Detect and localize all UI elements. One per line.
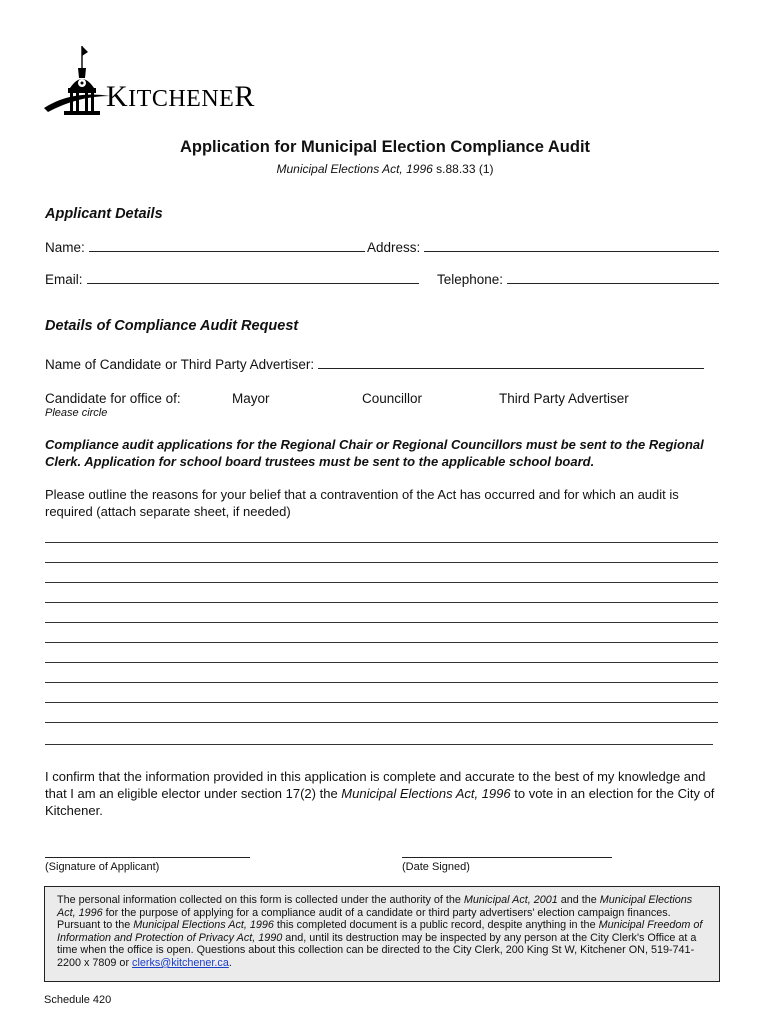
privacy-text: and the — [557, 894, 600, 906]
regional-clerk-note: Compliance audit applications for the Regional Chair or Regional Councillors must be sent to the Regional Clerk. Application for school board trustees must be sent to the applicable school board. — [45, 437, 704, 469]
clerks-email-link[interactable]: clerks@kitchener.ca — [132, 956, 229, 969]
privacy-notice-box — [44, 886, 720, 982]
reason-line[interactable] — [45, 602, 718, 603]
logo-final: R — [234, 80, 255, 113]
reason-line[interactable] — [45, 702, 718, 703]
reason-line[interactable] — [45, 622, 718, 623]
name-field[interactable] — [89, 251, 365, 252]
reason-line[interactable] — [45, 542, 718, 543]
candidate-name-label: Name of Candidate or Third Party Advertiser: — [45, 357, 315, 372]
privacy-text: . — [228, 956, 232, 969]
privacy-act-ref: Municipal Elections Act, 1996 — [133, 919, 274, 932]
reason-line[interactable] — [45, 662, 718, 663]
name-label: Name: — [45, 240, 85, 255]
address-label: Address: — [367, 240, 421, 255]
confirmation-statement — [45, 768, 725, 819]
page-title: Application for Municipal Election Compliance Audit — [179, 138, 591, 156]
candidate-name-field[interactable] — [318, 368, 704, 369]
privacy-text: this completed document is a public record, despite anything in the — [273, 919, 599, 932]
address-field[interactable] — [424, 251, 719, 252]
date-signed-label: (Date Signed) — [402, 861, 470, 873]
signature-label: (Signature of Applicant) — [45, 861, 160, 873]
subtitle-section: s.88.33 (1) — [432, 162, 494, 176]
privacy-act-ref: Municipal Freedom of Information and Protection of Privacy Act, 1990 — [57, 919, 703, 944]
privacy-text: The personal information collected on this form is collected under the authority of the — [57, 894, 464, 906]
name-field-row — [45, 240, 365, 255]
privacy-text: and, until its destruction may be inspected by any person at the City Clerk's Office at a time when the office is open. Questions about this collection can be directed to the City Clerk, 200 King St W, Kitchener ON, 519-741-2200 x 7809 or — [57, 931, 697, 969]
please-circle-note: Please circle — [45, 407, 108, 419]
email-field-row — [45, 272, 419, 287]
address-field-row — [367, 240, 719, 255]
reason-line[interactable] — [45, 582, 718, 583]
confirmation-act: Municipal Elections Act, 1996 — [341, 786, 511, 801]
reason-line[interactable] — [45, 682, 718, 683]
reason-line[interactable] — [45, 722, 718, 723]
applicant-details-heading: Applicant Details — [45, 206, 163, 222]
telephone-field-row — [437, 272, 719, 287]
option-mayor[interactable]: Mayor — [232, 391, 270, 406]
reason-line[interactable] — [45, 562, 718, 563]
office-label: Candidate for office of: — [45, 391, 181, 406]
privacy-act-ref: Municipal Elections Act, 1996 — [57, 894, 693, 919]
confirmation-part1: I confirm that the information provided in this application is complete and accurate to the best of my knowledge and that I am an eligible elector under section 17(2) the — [45, 769, 706, 801]
email-label: Email: — [45, 272, 83, 287]
logo-middle: ITCHENE — [128, 86, 235, 112]
kitchener-logo — [42, 42, 255, 122]
candidate-name-row — [45, 357, 704, 372]
subtitle-act: Municipal Elections Act, 1996 — [276, 162, 433, 176]
signature-field[interactable] — [45, 857, 250, 858]
privacy-act-ref: Municipal Act, 2001 — [463, 894, 558, 906]
reason-line[interactable] — [45, 744, 713, 745]
option-councillor[interactable]: Councillor — [362, 391, 423, 406]
reasons-prompt: Please outline the reasons for your belief that a contravention of the Act has occurred and for which an audit is required (attach separate sheet, if needed) — [45, 487, 679, 519]
confirmation-part2: to vote in an election for the City of Kitchener. — [45, 786, 715, 818]
privacy-text: for the purpose of applying for a compliance audit of a candidate or third party advertisers' election campaign finances. Pursuant to the — [57, 906, 671, 932]
telephone-label: Telephone: — [437, 272, 504, 287]
email-field[interactable] — [87, 283, 419, 284]
schedule-number: Schedule 420 — [44, 994, 112, 1006]
option-third-party-advertiser[interactable]: Third Party Advertiser — [499, 391, 629, 406]
telephone-field[interactable] — [507, 283, 719, 284]
request-details-heading: Details of Compliance Audit Request — [45, 318, 299, 334]
reason-line[interactable] — [45, 642, 718, 643]
logo-initial: K — [106, 80, 129, 113]
city-hall-clocktower-icon — [42, 42, 112, 122]
page-subtitle — [0, 162, 770, 176]
date-signed-field[interactable] — [402, 857, 612, 858]
